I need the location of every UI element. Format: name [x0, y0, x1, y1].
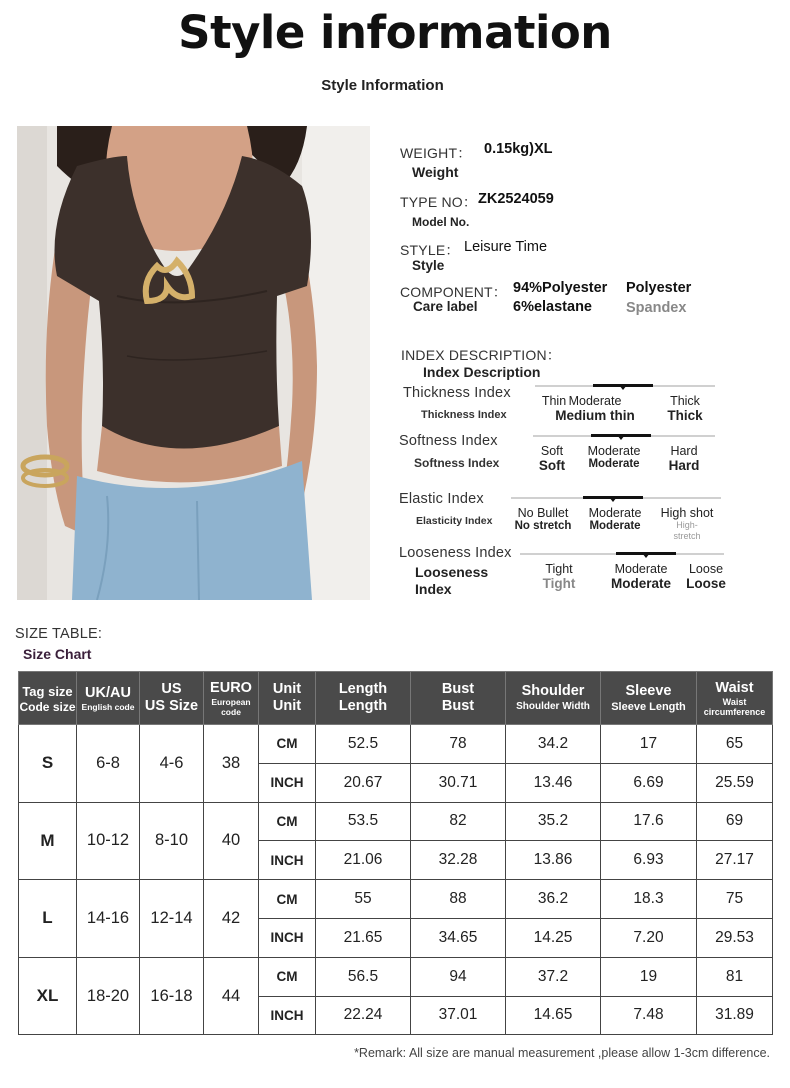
measure-cell: 65 [697, 725, 773, 764]
measure-cell: 6.69 [601, 763, 697, 802]
unit-cell: CM [259, 957, 316, 996]
unit-cell: CM [259, 725, 316, 764]
softness-option-hard: Hard Hard [668, 444, 700, 473]
us-size-cell: 4-6 [140, 725, 204, 803]
style-value: Leisure Time [464, 239, 548, 255]
index-heading: INDEX DESCRIPTION： [401, 347, 561, 363]
elastic-option-high-shot: High shot High-stretch [660, 506, 714, 541]
measure-cell: 52.5 [316, 725, 411, 764]
euro-size-cell: 40 [204, 802, 259, 880]
measure-cell: 82 [411, 802, 506, 841]
component-english-1: Polyester [626, 280, 692, 296]
unit-cell: INCH [259, 841, 316, 880]
measure-cell: 6.93 [601, 841, 697, 880]
measure-cell: 53.5 [316, 802, 411, 841]
table-row [19, 957, 773, 996]
size-cell: XL [19, 957, 77, 1035]
header-bust: Bust Bust [411, 672, 506, 725]
header-euro: EURO European code [204, 672, 259, 725]
component-sub: Care label [413, 299, 478, 314]
measure-cell: 34.2 [506, 725, 601, 764]
type-no-sub: Model No. [412, 215, 470, 229]
measure-cell: 27.17 [697, 841, 773, 880]
weight-sub: Weight [412, 164, 459, 180]
measure-cell: 25.59 [697, 763, 773, 802]
measure-cell: 14.65 [506, 996, 601, 1035]
looseness-sub: Looseness Index [415, 564, 489, 597]
measure-cell: 31.89 [697, 996, 773, 1035]
unit-cell: INCH [259, 918, 316, 957]
euro-size-cell: 42 [204, 880, 259, 958]
measure-cell: 13.86 [506, 841, 601, 880]
measure-cell: 37.01 [411, 996, 506, 1035]
product-photo-illustration [17, 126, 370, 600]
component-value-1: 94%Polyester [513, 280, 608, 296]
measure-cell: 35.2 [506, 802, 601, 841]
measure-cell: 18.3 [601, 880, 697, 919]
euro-size-cell: 44 [204, 957, 259, 1035]
measure-cell: 20.67 [316, 763, 411, 802]
size-table-header-row [19, 672, 773, 725]
euro-size-cell: 38 [204, 725, 259, 803]
unit-cell: CM [259, 802, 316, 841]
looseness-label: Looseness Index [399, 545, 512, 561]
header-unit: Unit Unit [259, 672, 316, 725]
measure-cell: 19 [601, 957, 697, 996]
uk-size-cell: 6-8 [77, 725, 140, 803]
page-title: Style information [178, 6, 612, 59]
index-heading-sub: Index Description [423, 364, 541, 380]
softness-option-moderate: Moderate Moderate [587, 444, 641, 470]
looseness-option-loose: Loose Loose [686, 562, 726, 591]
thickness-option-thick: Thick Thick [667, 394, 703, 423]
table-row [19, 880, 773, 919]
us-size-cell: 12-14 [140, 880, 204, 958]
component-english-2: Spandex [626, 300, 687, 316]
header-shoulder: Shoulder Shoulder Width [506, 672, 601, 725]
header-sleeve: Sleeve Sleeve Length [601, 672, 697, 725]
us-size-cell: 8-10 [140, 802, 204, 880]
size-cell: M [19, 802, 77, 880]
elastic-option-no-bullet: No Bullet No stretch [514, 506, 572, 532]
thickness-label: Thickness Index [403, 385, 511, 401]
elastic-option-moderate: Moderate Moderate [588, 506, 642, 532]
softness-sub: Softness Index [414, 456, 500, 470]
component-label: COMPONENT： [400, 284, 507, 300]
measure-cell: 14.25 [506, 918, 601, 957]
thickness-sub: Thickness Index [421, 409, 507, 421]
thickness-option-thin: Thin [541, 394, 567, 408]
size-cell: S [19, 725, 77, 803]
size-cell: L [19, 880, 77, 958]
uk-size-cell: 14-16 [77, 880, 140, 958]
size-table-label: SIZE TABLE: [15, 626, 103, 642]
header-tag-size: Tag size Code size [19, 672, 77, 725]
measure-cell: 37.2 [506, 957, 601, 996]
measure-cell: 7.48 [601, 996, 697, 1035]
elastic-label: Elastic Index [399, 491, 484, 507]
type-no-label: TYPE NO： [400, 194, 478, 210]
header-waist: Waist Waist circumference [697, 672, 773, 725]
measure-cell: 32.28 [411, 841, 506, 880]
unit-cell: INCH [259, 763, 316, 802]
measure-cell: 29.53 [697, 918, 773, 957]
measure-cell: 21.65 [316, 918, 411, 957]
measure-cell: 94 [411, 957, 506, 996]
measure-cell: 7.20 [601, 918, 697, 957]
looseness-option-moderate: Moderate Moderate [610, 562, 671, 591]
us-size-cell: 16-18 [140, 957, 204, 1035]
measure-cell: 78 [411, 725, 506, 764]
uk-size-cell: 18-20 [77, 957, 140, 1035]
measure-cell: 55 [316, 880, 411, 919]
measure-cell: 17 [601, 725, 697, 764]
header-uk-au: UK/AU English code [77, 672, 140, 725]
measure-cell: 75 [697, 880, 773, 919]
weight-value: 0.15kg)XL [484, 141, 553, 157]
softness-label: Softness Index [399, 433, 498, 449]
softness-option-soft: Soft Soft [538, 444, 566, 473]
measure-cell: 56.5 [316, 957, 411, 996]
measure-cell: 22.24 [316, 996, 411, 1035]
component-value-2: 6%elastane [513, 299, 592, 315]
measure-cell: 88 [411, 880, 506, 919]
size-table [18, 671, 773, 1035]
measure-cell: 36.2 [506, 880, 601, 919]
measure-cell: 34.65 [411, 918, 506, 957]
measure-cell: 13.46 [506, 763, 601, 802]
measure-cell: 81 [697, 957, 773, 996]
page-subtitle: Style Information [321, 77, 444, 94]
table-row [19, 725, 773, 764]
measure-cell: 21.06 [316, 841, 411, 880]
size-table-sub: Size Chart [23, 646, 92, 662]
unit-cell: CM [259, 880, 316, 919]
style-label: STYLE： [400, 242, 460, 258]
type-no-value: ZK2524059 [478, 191, 554, 207]
table-row [19, 802, 773, 841]
elastic-sub: Elasticity Index [416, 515, 493, 527]
thickness-option-moderate: Moderate Medium thin [555, 394, 635, 423]
unit-cell: INCH [259, 996, 316, 1035]
header-us: US US Size [140, 672, 204, 725]
measure-cell: 17.6 [601, 802, 697, 841]
remark-note: *Remark: All size are manual measurement ,please allow 1-3cm difference. [354, 1046, 770, 1060]
looseness-option-tight: Tight Tight [542, 562, 576, 591]
product-photo [17, 126, 370, 600]
measure-cell: 69 [697, 802, 773, 841]
header-length: Length Length [316, 672, 411, 725]
uk-size-cell: 10-12 [77, 802, 140, 880]
measure-cell: 30.71 [411, 763, 506, 802]
weight-label: WEIGHT： [400, 145, 472, 161]
style-sub: Style [412, 258, 445, 273]
